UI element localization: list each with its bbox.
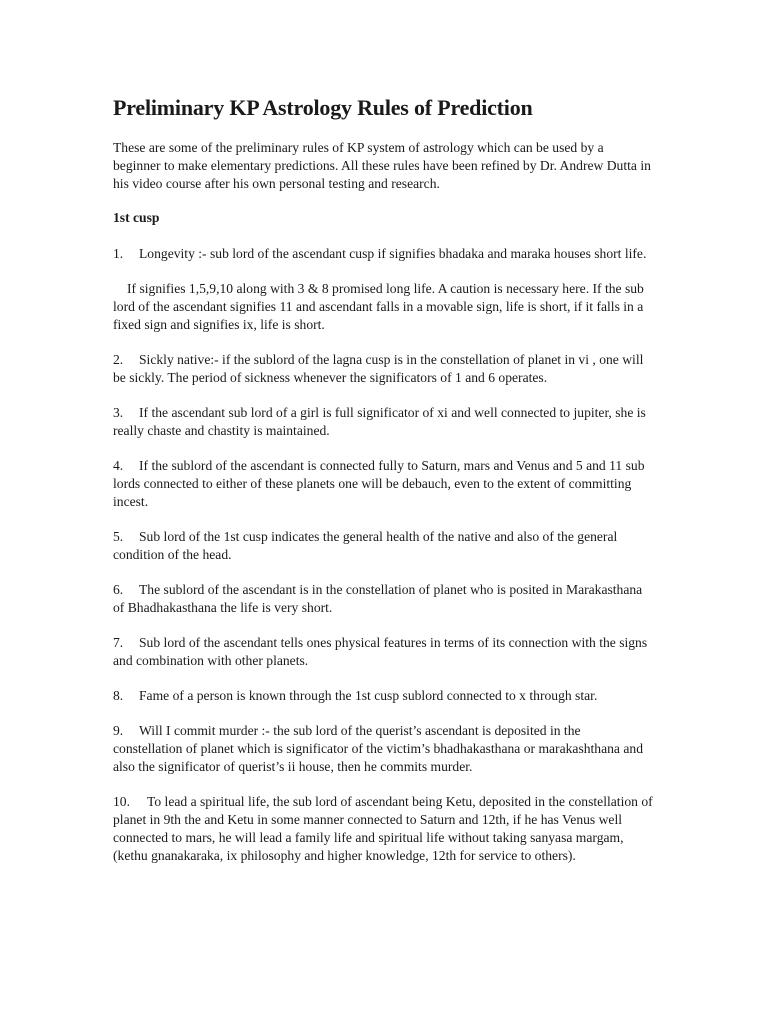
- rule-item: [113, 528, 653, 564]
- rule-text: Sub lord of the 1st cusp indicates the general health of the native and also of the general condition of the head.: [113, 529, 618, 562]
- rule-item: [113, 457, 653, 511]
- rule-number: 7.: [113, 635, 124, 650]
- document-title: Preliminary KP Astrology Rules of Prediction: [113, 95, 533, 120]
- document-page: [113, 93, 653, 882]
- rule-number: 1.: [113, 246, 124, 261]
- rule-number: 6.: [113, 582, 124, 597]
- rule-item: [113, 793, 653, 865]
- rule-item: [113, 351, 653, 387]
- rule-item: [113, 634, 653, 670]
- rule-text: Will I commit murder :- the sub lord of the querist’s ascendant is deposited in the constellation of planet which is significator of the victim’s bhadhakasthana or marakashthana and also the significator of querist’s ii house, then he commits murder.: [113, 723, 643, 774]
- rule-number: 2.: [113, 352, 124, 367]
- rule-item: [113, 404, 653, 440]
- rule-text: If the ascendant sub lord of a girl is full significator of xi and well connected to jupiter, she is really chaste and chastity is maintained.: [113, 405, 646, 438]
- section-heading: 1st cusp: [113, 210, 160, 225]
- rule-text: Sub lord of the ascendant tells ones physical features in terms of its connection with the signs and combination with other planets.: [113, 635, 648, 668]
- rule-item: [113, 581, 653, 617]
- rule-continuation: [113, 280, 653, 334]
- rule-item: [113, 245, 653, 263]
- rule-text: Sickly native:- if the sublord of the lagna cusp is in the constellation of planet in vi , one will be sickly. The period of sickness whenever the significators of 1 and 6 operates.: [113, 352, 644, 385]
- intro-paragraph: These are some of the preliminary rules of KP system of astrology which can be used by a beginner to make elementary predictions. All these rules have been refined by Dr. Andrew Dutta in his video course after his own personal testing and research.: [113, 140, 651, 191]
- rule-text: The sublord of the ascendant is in the constellation of planet who is posited in Marakasthana of Bhadhakasthana the life is very short.: [113, 582, 643, 615]
- rule-number: 5.: [113, 529, 124, 544]
- rule-number: 8.: [113, 688, 124, 703]
- rule-number: 3.: [113, 405, 124, 420]
- rule-item: [113, 722, 653, 776]
- rule-text: To lead a spiritual life, the sub lord of ascendant being Ketu, deposited in the constellation of planet in 9th the and Ketu in some manner connected to Saturn and 12th, if he has Venus well connected to mars, he will lead a family life and spiritual life without taking sanyasa margam, (kethu gnanakaraka, ix philosophy and higher knowledge, 12th for service to others).: [113, 794, 653, 863]
- rule-text: Fame of a person is known through the 1st cusp sublord connected to x through star.: [139, 688, 598, 703]
- rule-item: [113, 687, 653, 705]
- rule-number: 10.: [113, 794, 130, 809]
- rule-number: 9.: [113, 723, 124, 738]
- rule-text: If the sublord of the ascendant is connected fully to Saturn, mars and Venus and 5 and 11 sub lords connected to either of these planets one will be debauch, even to the extent of committing incest.: [113, 458, 645, 509]
- rule-text: Longevity :- sub lord of the ascendant cusp if signifies bhadaka and maraka houses short life.: [139, 246, 647, 261]
- rule-text: If signifies 1,5,9,10 along with 3 & 8 promised long life. A caution is necessary here. If the sub lord of the ascendant signifies 11 and ascendant falls in a movable sign, life is short, if it falls in a fixed sign and signifies ix, life is short.: [113, 281, 644, 332]
- rule-number: 4.: [113, 458, 124, 473]
